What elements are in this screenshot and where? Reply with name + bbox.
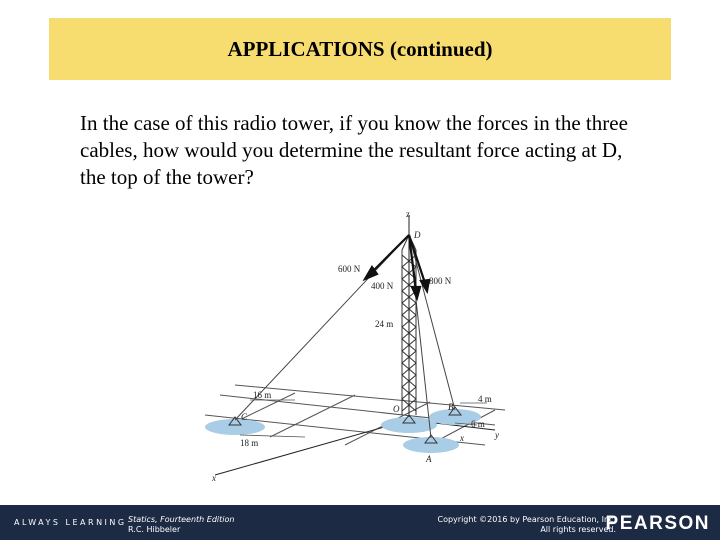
footer-bar: [0, 505, 720, 540]
footer-tagline: ALWAYS LEARNING: [14, 518, 127, 527]
footer-book-info: [128, 515, 234, 535]
footer-book-title: Statics, Fourteenth Edition: [128, 515, 235, 524]
label-18m: 18 m: [240, 438, 259, 448]
label-400n: 400 N: [371, 281, 394, 291]
footer-copyright-line1: Copyright ©2016 by Pearson Education, Inc.: [437, 515, 616, 524]
support-c-shade: [205, 419, 265, 435]
grid-line: [235, 385, 505, 410]
label-800n: 800 N: [429, 276, 452, 286]
label-a: A: [426, 454, 432, 464]
force-600-arrow: [371, 235, 409, 273]
slide-title: APPLICATIONS (continued): [227, 36, 493, 61]
pearson-logo: PEARSON: [605, 513, 710, 534]
footer-copyright-line2: All rights reserved.: [540, 525, 616, 534]
label-y: y: [495, 430, 499, 440]
title-bar: [49, 18, 671, 80]
label-600n: 600 N: [338, 264, 361, 274]
label-c: C: [241, 412, 248, 422]
axes: [215, 215, 495, 475]
support-a-shade: [403, 437, 459, 453]
label-o: O: [393, 404, 400, 414]
label-4m: 4 m: [478, 394, 492, 404]
slide-body-text: In the case of this radio tower, if you know the forces in the three cables, how would you determine the resultant force acting at D, the top of the tower?: [80, 111, 628, 189]
label-d: D: [414, 230, 421, 240]
label-x-near-b: x: [460, 433, 464, 443]
force-400-arrowhead: [412, 287, 420, 298]
label-16m: 16 m: [253, 390, 272, 400]
radio-tower-figure: [195, 205, 515, 490]
label-6m: 6 m: [471, 419, 485, 429]
label-x: x: [212, 473, 216, 483]
footer-copyright: [437, 515, 616, 535]
footer-book-author: R.C. Hibbeler: [128, 525, 181, 534]
grid-line: [270, 395, 355, 437]
label-z: z: [406, 209, 410, 219]
label-b: B: [448, 402, 454, 412]
label-24m: 24 m: [375, 319, 394, 329]
